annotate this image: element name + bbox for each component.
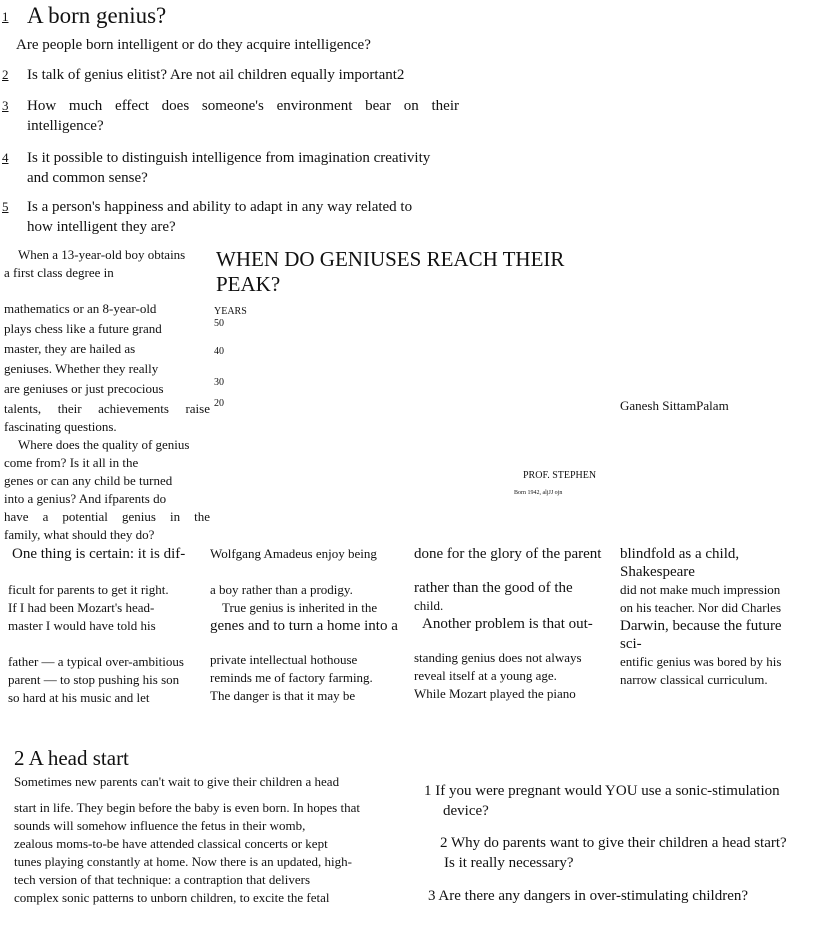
axis-tick-label: 40 xyxy=(214,346,224,357)
article-line: Darwin, because the future xyxy=(620,618,782,634)
intro-question: Are people born intelligent or do they acquire intelligence? xyxy=(16,37,371,53)
article-line: master, they are hailed as xyxy=(4,341,136,356)
question-number: 4 xyxy=(2,150,9,165)
question-item xyxy=(27,65,467,85)
body-line: sounds will somehow influence the fetus in their womb, xyxy=(14,818,306,833)
axis-tick-label: 20 xyxy=(214,398,224,409)
article-line: reveal itself at a young age. xyxy=(414,668,557,683)
article-line: rather than the good of the xyxy=(414,580,573,596)
article-line: are geniuses or just precocious xyxy=(4,381,164,396)
article-line: mathematics or an 8-year-old xyxy=(4,301,157,316)
article-line: Another problem is that out- xyxy=(422,616,593,632)
question-number: 5 xyxy=(2,199,9,214)
article-line: geniuses. Whether they really xyxy=(4,361,159,376)
article-line: genes or can any child be turned xyxy=(4,473,173,488)
article-line: a boy rather than a prodigy. xyxy=(210,582,353,597)
article-line: parent — to stop pushing his son xyxy=(8,672,180,687)
question-line: 3 Are there any dangers in over-stimulating children? xyxy=(428,888,749,904)
article-line: into a genius? And ifparents do xyxy=(4,491,167,506)
article-line: narrow classical curriculum. xyxy=(620,672,768,687)
body-line: start in life. They begin before the baby is even born. In hopes that xyxy=(14,800,360,815)
body-line: zealous moms-to-be have attended classical concerts or kept xyxy=(14,836,328,851)
question-number: 3 xyxy=(2,98,9,113)
article-column-3 xyxy=(414,545,619,703)
section-title: A born genius? xyxy=(27,3,167,28)
section-number: 1 xyxy=(2,9,9,24)
article-line: True genius is inherited in the xyxy=(222,600,378,615)
article-column-1 xyxy=(8,545,208,707)
article-line: sci- xyxy=(620,636,642,652)
article-line: ficult for parents to get it right. xyxy=(8,582,169,597)
article-line: family, what should they do? xyxy=(4,527,155,542)
question-line: device? xyxy=(443,803,489,819)
article-line: entific genius was bored by his xyxy=(620,654,782,669)
body-line: Sometimes new parents can't wait to give their children a head xyxy=(14,774,340,789)
question-line: intelligence? xyxy=(27,118,104,134)
question-item xyxy=(27,197,467,237)
article-line: master I would have told his xyxy=(8,618,156,633)
body-line: tech version of that technique: a contraption that delivers xyxy=(14,872,311,887)
question-line: 2 Why do parents want to give their children a head start? xyxy=(440,835,787,851)
chart-title: WHEN DO GENIUSES REACH THEIR PEAK? xyxy=(216,247,565,296)
article-line: genes and to turn a home into a xyxy=(210,618,398,634)
section2-question xyxy=(424,781,814,821)
section2-title: 2 A head start xyxy=(14,746,129,770)
article-line: fascinating questions. xyxy=(4,419,117,434)
article-line: done for the glory of the parent xyxy=(414,546,602,562)
article-line: Shakespeare xyxy=(620,564,695,580)
article-column-4 xyxy=(620,545,815,689)
question-item-continued xyxy=(27,116,104,136)
article-line: Where does the quality of genius xyxy=(18,437,190,452)
article-line: a first class degree in xyxy=(4,265,114,280)
section2-question xyxy=(440,833,816,873)
section2-question xyxy=(428,886,816,906)
genius-label-ganesh: Ganesh SittamPalam xyxy=(620,398,729,413)
article-line: One thing is certain: it is dif- xyxy=(12,546,186,562)
axis-label: YEARS xyxy=(214,306,247,317)
article-line: have a potential genius in the xyxy=(4,509,210,524)
article-line: standing genius does not always xyxy=(414,650,582,665)
body-line: tunes playing constantly at home. Now there is an updated, high- xyxy=(14,854,352,869)
article-column-2 xyxy=(210,545,410,705)
genius-label-stephen: PROF. STEPHEN xyxy=(523,470,597,481)
body-line: complex sonic patterns to unborn children, to excite the fetal xyxy=(14,890,330,905)
article-line: reminds me of factory farming. xyxy=(210,670,373,685)
article-line: plays chess like a future grand xyxy=(4,321,162,336)
article-line: father — a typical over-ambitious xyxy=(8,654,184,669)
article-line: private intellectual hothouse xyxy=(210,652,358,667)
article-line: on his teacher. Nor did Charles xyxy=(620,600,782,615)
question-line: Is talk of genius elitist? Are not ail children equally important2 xyxy=(27,67,405,83)
axis-tick-label: 50 xyxy=(214,318,224,329)
article-line: If I had been Mozart's head- xyxy=(8,600,155,615)
article-line: talents, their achievements raise xyxy=(4,401,210,416)
question-line: how intelligent they are? xyxy=(27,219,176,235)
question-line: Is a person's happiness and ability to adapt in any way related to xyxy=(27,199,413,215)
question-line: 1 If you were pregnant would YOU use a sonic-stimulation xyxy=(424,783,780,799)
section2-body xyxy=(14,773,414,907)
article-line: blindfold as a child, xyxy=(620,546,740,562)
article-left-column xyxy=(4,246,210,544)
article-line: come from? Is it all in the xyxy=(4,455,139,470)
question-line: How much effect does someone's environment bear on their xyxy=(27,98,459,114)
axis-tick-label: 30 xyxy=(214,377,224,388)
article-line: did not make much impression xyxy=(620,582,781,597)
article-line: While Mozart played the piano xyxy=(414,686,576,701)
article-line: so hard at his music and let xyxy=(8,690,150,705)
article-line: Wolfgang Amadeus enjoy being xyxy=(210,546,377,561)
genius-label-stephen-sub: Born 1942, aljJJ ojn xyxy=(514,490,563,496)
question-item xyxy=(27,148,467,188)
question-item xyxy=(27,96,459,116)
article-line: child. xyxy=(414,598,444,613)
question-line: Is it really necessary? xyxy=(444,855,574,871)
question-line: and common sense? xyxy=(27,170,148,186)
question-line: Is it possible to distinguish intelligence from imagination creativity xyxy=(27,150,431,166)
article-line: The danger is that it may be xyxy=(210,688,356,703)
article-line: When a 13-year-old boy obtains xyxy=(18,247,186,262)
question-number: 2 xyxy=(2,67,9,82)
